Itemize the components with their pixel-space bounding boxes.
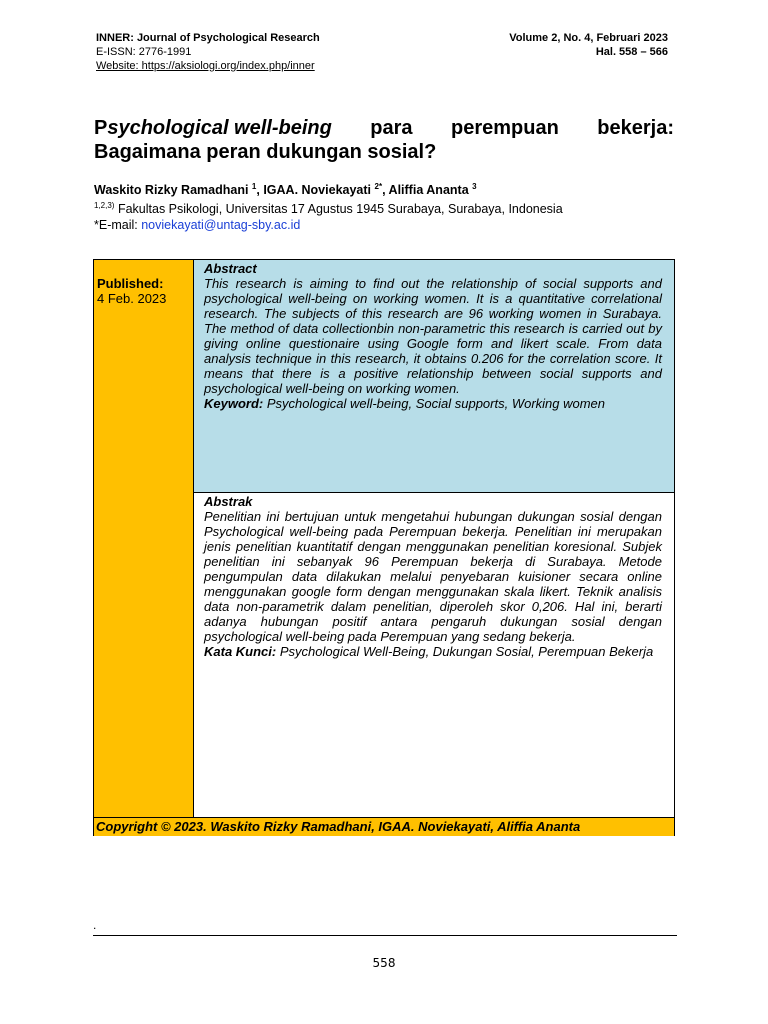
- title-phrase: [94, 116, 332, 140]
- keywords-line: [204, 396, 662, 411]
- affiliation: [94, 198, 694, 217]
- journal-header: [96, 31, 320, 73]
- published-label: Published:: [97, 276, 164, 291]
- copyright-row: Copyright © 2023. Waskito Rizky Ramadhani, IGAA. Noviekayati, Aliffia Ananta: [94, 817, 674, 836]
- title-line-1: [94, 116, 674, 140]
- email-line: [94, 217, 694, 233]
- footer-rule: [93, 935, 677, 936]
- authors-block: [94, 179, 694, 233]
- author-3: Aliffia Ananta: [388, 183, 469, 198]
- title-word-perempuan: perempuan: [451, 117, 559, 139]
- published-column: [94, 260, 194, 817]
- abstract-heading: Abstract: [204, 261, 257, 276]
- author-2-sup: 2*: [374, 182, 383, 191]
- abstract-english: [194, 260, 674, 493]
- title-word-para: para: [370, 117, 413, 139]
- kata-kunci: Psychological Well-Being, Dukungan Sosial, Perempuan Bekerja: [279, 644, 654, 659]
- author-1-sup: 1: [251, 182, 257, 191]
- abstract-indonesian: [194, 493, 674, 817]
- keyword-label: Keyword:: [204, 396, 264, 411]
- kata-kunci-line: [204, 644, 662, 659]
- author-2: IGAA. Noviekayati: [263, 183, 372, 198]
- published-date: 4 Feb. 2023: [97, 291, 167, 306]
- abstract-body: This research is aiming to find out the relationship of social supports and psychological well-being on working women. It is a quantitative correlational research. The subjects of this research are 96 working women in Surabaya. The method of data collectionbin non-parametric this research is carried out by giving online questionaire using Google form and likert scale. From data analysis technique in this research, it obtains 0.206 for the correlation score. It means that there is a positive relationship between social supports and psychological well-being on working women.: [204, 276, 662, 396]
- author-1: Waskito Rizky Ramadhani: [94, 183, 249, 198]
- volume-info: Volume 2, No. 4, Februari 2023: [509, 32, 668, 44]
- footnote-marker: .: [93, 918, 97, 932]
- abstrak-heading: Abstrak: [204, 494, 253, 509]
- paper-title: [94, 116, 674, 164]
- page-number: 558: [372, 956, 396, 970]
- email-link[interactable]: noviekayati@untag-sby.ac.id: [141, 218, 301, 233]
- title-italic-part: sychological well-being: [107, 117, 332, 139]
- affiliation-text: Fakultas Psikologi, Universitas 17 Agustus 1945 Surabaya, Surabaya, Indonesia: [117, 202, 563, 217]
- title-word-bekerja: bekerja:: [597, 117, 674, 139]
- kata-kunci-label: Kata Kunci:: [204, 644, 277, 659]
- affiliation-sup: 1,2,3): [94, 201, 115, 211]
- page-range: Hal. 558 – 566: [595, 46, 668, 58]
- email-label: *E-mail:: [94, 218, 142, 233]
- issue-info: [509, 31, 668, 59]
- author-3-sup: 3: [472, 182, 477, 191]
- journal-name: INNER: Journal of Psychological Research: [96, 32, 320, 44]
- title-line-2: Bagaimana peran dukungan sosial?: [94, 141, 437, 163]
- website-link[interactable]: Website: https://aksiologi.org/index.php/inner: [96, 60, 315, 72]
- abstract-table: [93, 259, 675, 836]
- abstrak-body: Penelitian ini bertujuan untuk mengetahui hubungan dukungan sosial dengan Psychological well-being pada Perempuan bekerja. Penelitian ini merupakan jenis penelitian kuantitatif dengan menggunakan penelitian koresional. Subjek penelitian ini sebanyak 96 Perempuan bekerja di Surabaya. Metode pengumpulan data dilakukan melalui penyebaran kuisioner secara online menggunakan google form dengan menggunakan skala likert. Teknik analisis data non-parametrik dalam penelitian, diperoleh skor 0,206. Hal ini, berarti adanya hubungan positif antara pengaruh dukungan sosial dengan psychological well-being pada Perempuan yang sedang bekerja.: [204, 509, 662, 644]
- keywords: Psychological well-being, Social supports, Working women: [266, 396, 606, 411]
- author-names: Waskito Rizky Ramadhani $^1$, IGAA. Noviekayati $^{2*}$, Aliffia Ananta $^3$: [94, 182, 477, 198]
- title-first-letter: P: [94, 117, 108, 139]
- eissn: E-ISSN: 2776-1991: [96, 46, 192, 58]
